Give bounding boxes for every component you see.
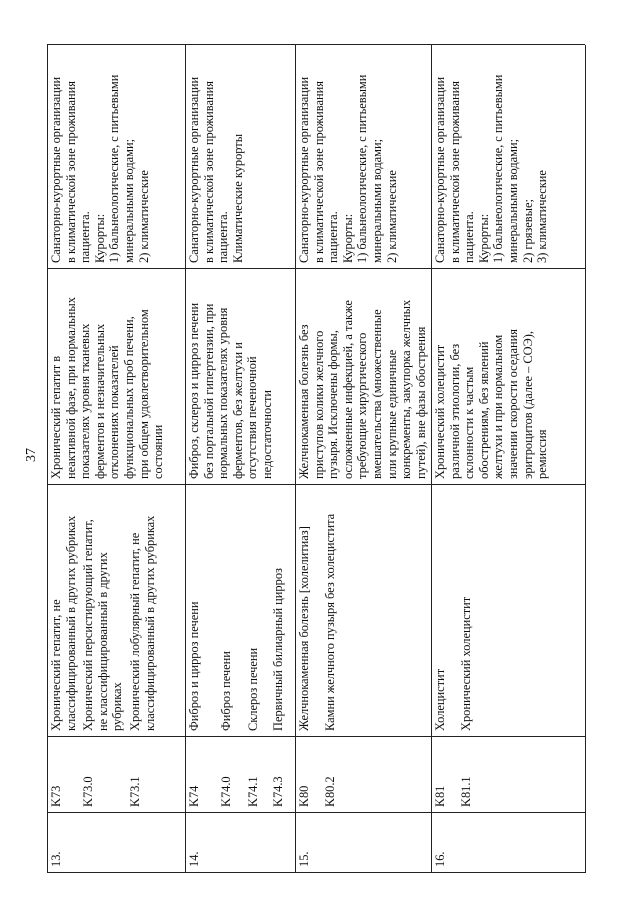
disease-name: Желчнокаменная болезнь [холелитиаз] (297, 526, 311, 731)
icd-code: K81.1 (459, 776, 473, 807)
treatment-line: в климатической зоне проживания (447, 81, 462, 263)
treatment-line: Климатические курорты (230, 133, 245, 263)
condition-line: неактивной фазе, при нормальных (63, 297, 78, 479)
treatment-line: пациента. (216, 211, 231, 263)
disease-name: Камни желчного пузыря без холецистита (323, 513, 337, 731)
condition-line: различной этиологии, без (447, 343, 462, 479)
condition-line: желтухи и при нормальном (491, 334, 506, 479)
condition-line: без портальной гипертензии, при (201, 303, 216, 479)
disease-name: не классифицированный в других (95, 552, 110, 731)
treatment-line: Санаторно-курортные организации (187, 76, 201, 263)
icd-code: K80 (297, 785, 311, 807)
disease-name: Хронический персистирующий гепатит, (81, 519, 95, 731)
icd-code: K73 (49, 785, 63, 807)
disease-name: Фиброз печени (219, 651, 233, 731)
condition-line: значении скорости оседания (506, 329, 520, 479)
treatment-line: 1) бальнеологические, с питьевыми (491, 74, 506, 263)
treatment-line: Курорты: (476, 213, 491, 263)
icd-code: K73.1 (128, 776, 142, 807)
treatment-line: 1) бальнеологические, с питьевыми (107, 74, 122, 263)
icd-code: K74.3 (271, 776, 285, 807)
row-number: 13. (49, 851, 63, 867)
treatment-line: Санаторно-курортные организации (433, 76, 447, 263)
icd-code: K81 (433, 785, 447, 807)
condition-line: недостаточности (260, 389, 274, 479)
disease-name: классифицированный в других рубриках (63, 515, 78, 731)
treatment-line: в климатической зоне проживания (201, 81, 216, 263)
treatment-line: 2) грязевые; (520, 199, 535, 263)
condition-line: склонности к частым (462, 366, 477, 479)
condition-line: Желчнокаменная болезнь без (297, 324, 311, 479)
disease-name: классифицированный в других рубриках (142, 515, 157, 731)
treatment-line: Курорты: (340, 213, 355, 263)
condition-line: ремиссия (535, 429, 550, 479)
treatment-line: Санаторно-курортные организации (297, 76, 311, 263)
condition-line: Хронический холецистит (433, 344, 447, 479)
condition-line: приступов колики желчного (311, 330, 326, 479)
condition-line: путей), вне фазы обострения (413, 326, 428, 479)
disease-name: Фиброз и цирроз печени (187, 601, 201, 731)
treatment-line: 2) климатические (136, 170, 151, 263)
icd-code: K74.0 (219, 776, 233, 807)
treatment-line: Санаторно-курортные организации (49, 76, 63, 263)
disease-name: Склероз печени (246, 647, 260, 731)
treatment-line: Курорты: (92, 213, 107, 263)
condition-line: нормальных показателях уровня (216, 307, 231, 479)
icd-code: K74 (187, 785, 201, 807)
icd-code: K80.2 (323, 776, 337, 807)
treatment-line: минеральными водами; (370, 138, 384, 263)
page-number: 37 (24, 448, 39, 462)
condition-line: осложненные инфекцией, а также (340, 300, 355, 479)
condition-line: требующие хирургического (355, 332, 370, 479)
condition-line: вмешательства (множественные (370, 309, 384, 479)
icd-code: K73.0 (81, 776, 95, 807)
condition-line: пузыря. Исключены формы, (326, 330, 341, 479)
treatment-line: пациента. (78, 211, 93, 263)
row-number: 16. (433, 851, 447, 867)
disease-name: Холецистит (433, 668, 447, 731)
treatment-line: минеральными водами; (506, 138, 520, 263)
treatment-line: 3) климатические (535, 170, 550, 263)
treatment-line: 2) климатические (384, 170, 399, 263)
condition-line: при общем удовлетворительном (136, 309, 151, 479)
disease-name: Хронический лобулярный гепатит, не (128, 532, 142, 731)
condition-line: ферментов и незначительных (92, 323, 107, 479)
row-number: 14. (187, 851, 201, 867)
condition-line: Фиброз, склероз и цирроз печени (187, 302, 201, 479)
treatment-line: минеральными водами; (122, 138, 136, 263)
condition-line: обострениям, без явлений (476, 341, 491, 479)
disease-name: Хронический гепатит, не (49, 599, 63, 731)
disease-name: Хронический холецистит (459, 596, 473, 731)
treatment-line: в климатической зоне проживания (311, 81, 326, 263)
icd-code: K74.1 (246, 776, 260, 807)
condition-line: эритроцитов (далее – СОЭ), (520, 331, 535, 479)
disease-name: Первичный билиарный цирроз (271, 568, 285, 731)
treatment-line: 1) бальнеологические, с питьевыми (355, 74, 370, 263)
condition-line: отсутствия печеночной (245, 356, 260, 479)
disease-name: рубриках (110, 682, 125, 731)
condition-line: показателях уровня тканевых (78, 323, 93, 479)
condition-line: отклонениях показателей (107, 345, 122, 479)
condition-line: ферментов, без желтухи и (230, 342, 245, 479)
row-number: 15. (297, 851, 311, 867)
condition-line: или крупные единичные (384, 349, 399, 479)
treatment-line: пациента. (462, 211, 477, 263)
condition-line: конкременты, закупорка желчных (399, 299, 414, 479)
condition-line: состоянии (151, 424, 166, 479)
condition-line: функциональных проб печени, (122, 316, 136, 479)
treatment-line: пациента. (326, 211, 341, 263)
condition-line: Хронический гепатит в (49, 355, 63, 479)
treatment-line: в климатической зоне проживания (63, 81, 78, 263)
